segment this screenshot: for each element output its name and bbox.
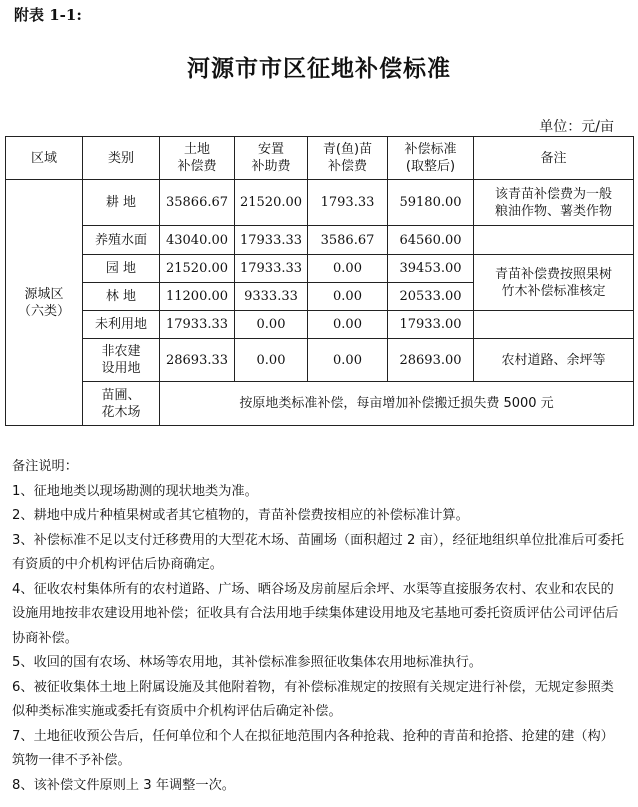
standard-cell: 17933.00 xyxy=(388,311,474,339)
note-item: 1、征地地类以现场勘测的现状地类为准。 xyxy=(12,483,258,499)
header-land-fee: 土地 补偿费 xyxy=(160,137,235,180)
remark-cell xyxy=(474,226,634,255)
resettlement-fee-cell: 17933.33 xyxy=(235,226,308,255)
standard-cell: 28693.00 xyxy=(388,339,474,382)
resettlement-fee-cell: 0.00 xyxy=(235,339,308,382)
land-fee-cell: 11200.00 xyxy=(160,283,235,311)
header-resettlement-fee: 安置 补助费 xyxy=(235,137,308,180)
category-cell: 林 地 xyxy=(83,283,160,311)
region-cell: 源城区 （六类） xyxy=(6,180,83,426)
category-cell: 苗圃、 花木场 xyxy=(83,382,160,426)
land-fee-cell: 21520.00 xyxy=(160,255,235,283)
category-cell: 非农建 设用地 xyxy=(83,339,160,382)
table-row xyxy=(6,339,634,382)
standard-cell: 59180.00 xyxy=(388,180,474,226)
header-region: 区域 xyxy=(6,137,83,180)
resettlement-fee-cell: 21520.00 xyxy=(235,180,308,226)
standard-cell: 20533.00 xyxy=(388,283,474,311)
header-standard: 补偿标准 (取整后) xyxy=(388,137,474,180)
appendix-label: 附表 1-1: xyxy=(14,6,82,24)
table-row xyxy=(6,226,634,255)
resettlement-fee-cell: 17933.33 xyxy=(235,255,308,283)
note-item: 3、补偿标准不足以支付迁移费用的大型花木场、苗圃场（面积超过 2 亩），经征地组织单位批准后可委托有资质的中介机构评估后协商确定。 xyxy=(12,532,624,572)
crop-fee-cell: 0.00 xyxy=(308,283,388,311)
category-cell: 养殖水面 xyxy=(83,226,160,255)
note-item: 6、被征收集体土地上附属设施及其他附着物，有补偿标准规定的按照有关规定进行补偿，无规定参照类似种类标准实施或委托有资质中介机构评估后确定补偿。 xyxy=(12,679,614,719)
note-item: 8、该补偿文件原则上 3 年调整一次。 xyxy=(12,777,235,793)
table-row xyxy=(6,311,634,339)
crop-fee-cell: 3586.67 xyxy=(308,226,388,255)
unit-label: 单位：元/亩 xyxy=(539,119,614,135)
land-fee-cell: 17933.33 xyxy=(160,311,235,339)
table-row xyxy=(6,180,634,226)
header-category: 类别 xyxy=(83,137,160,180)
note-item: 2、耕地中成片种植果树或者其它植物的，青苗补偿费按相应的补偿标准计算。 xyxy=(12,508,469,523)
table-row xyxy=(6,255,634,283)
remark-cell xyxy=(474,311,634,339)
category-cell: 耕 地 xyxy=(83,180,160,226)
note-item: 4、征收农村集体所有的农村道路、广场、晒谷场及房前屋后余坪、水渠等直接服务农村、农业和农民的设施用地按非农建设用地补偿；征收具有合法用地手续集体建设用地及宅基地可委托资质评估公司评估后协商补偿。 xyxy=(12,581,619,646)
table-row xyxy=(6,382,634,426)
header-remark: 备注 xyxy=(474,137,634,180)
land-fee-cell: 43040.00 xyxy=(160,226,235,255)
notes-heading: 备注说明： xyxy=(12,459,78,474)
remark-cell: 青苗补偿费按照果树 竹木补偿标准核定 xyxy=(474,255,634,311)
notes-section xyxy=(12,455,624,798)
page-title: 河源市市区征地补偿标准 xyxy=(187,56,451,82)
resettlement-fee-cell: 0.00 xyxy=(235,311,308,339)
standard-cell: 64560.00 xyxy=(388,226,474,255)
header-row xyxy=(6,137,634,180)
crop-fee-cell: 0.00 xyxy=(308,255,388,283)
category-cell: 园 地 xyxy=(83,255,160,283)
crop-fee-cell: 0.00 xyxy=(308,339,388,382)
crop-fee-cell: 0.00 xyxy=(308,311,388,339)
resettlement-fee-cell: 9333.33 xyxy=(235,283,308,311)
compensation-table xyxy=(5,136,634,426)
standard-cell: 39453.00 xyxy=(388,255,474,283)
note-item: 5、收回的国有农场、林场等农用地，其补偿标准参照征收集体农用地标准执行。 xyxy=(12,655,482,670)
note-item: 7、土地征收预公告后，任何单位和个人在拟征地范围内各种抢栽、抢种的青苗和抢搭、抢建的建（构）筑物一律不予补偿。 xyxy=(12,728,614,768)
category-cell: 未利用地 xyxy=(83,311,160,339)
land-fee-cell: 35866.67 xyxy=(160,180,235,226)
land-fee-cell: 28693.33 xyxy=(160,339,235,382)
header-crop-fee: 青(鱼)苗 补偿费 xyxy=(308,137,388,180)
merged-note-cell: 按原地类标准补偿，每亩增加补偿搬迁损失费 5000 元 xyxy=(160,382,634,426)
remark-cell: 该青苗补偿费为一般 粮油作物、薯类作物 xyxy=(474,180,634,226)
remark-cell: 农村道路、余坪等 xyxy=(474,339,634,382)
crop-fee-cell: 1793.33 xyxy=(308,180,388,226)
